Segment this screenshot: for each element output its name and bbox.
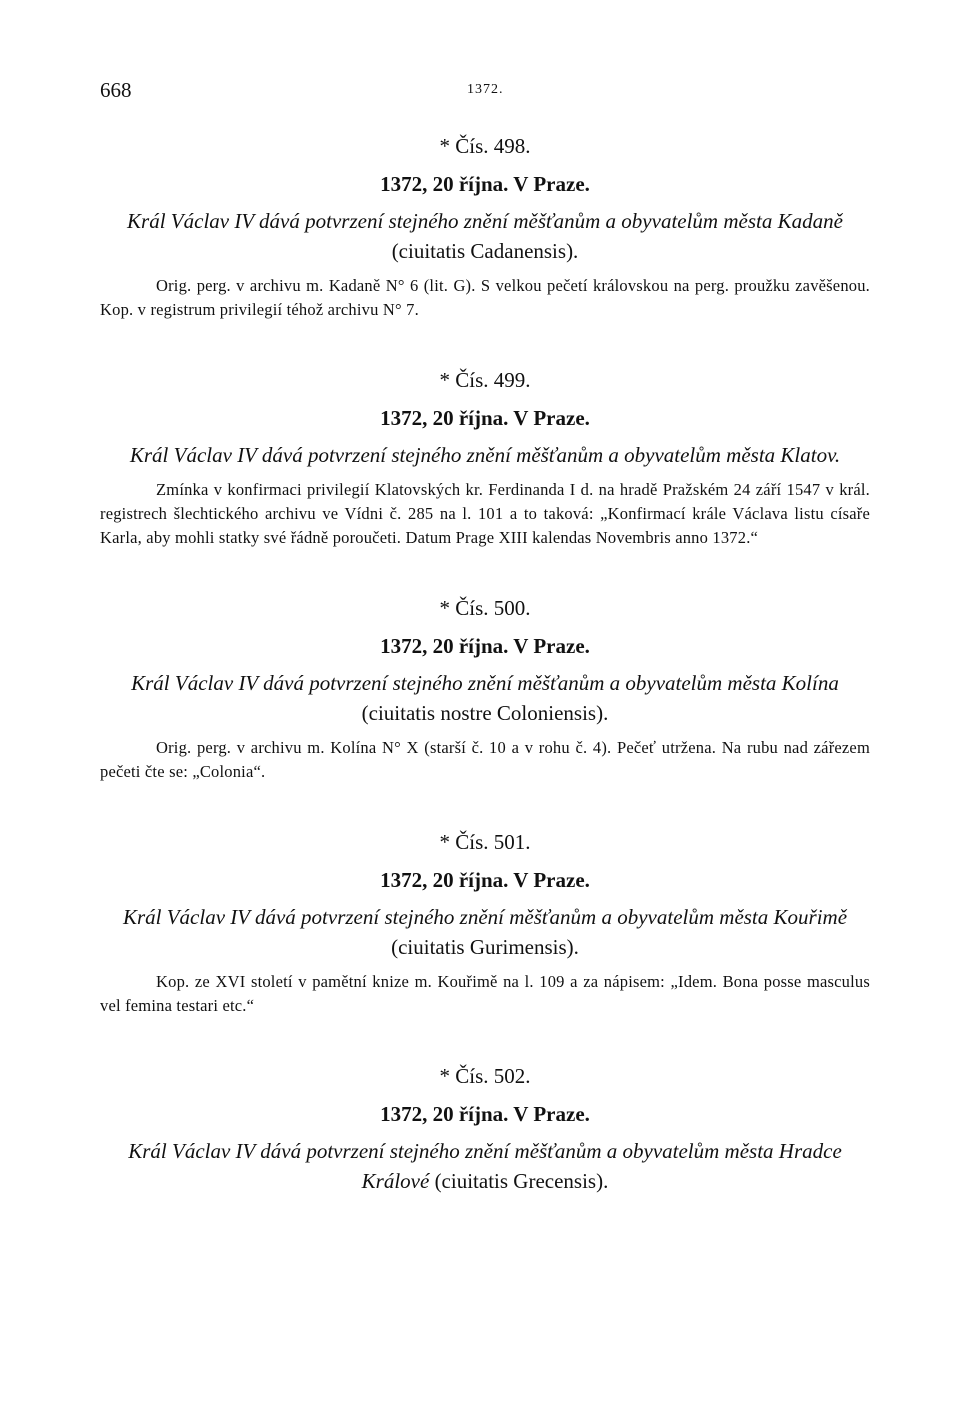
entry-502 (100, 1062, 870, 1196)
entry-regest (100, 440, 870, 470)
page-header (100, 78, 860, 108)
entry-date: 1372, 20 října. V Praze. (380, 1102, 590, 1126)
entry-note: Kop. ze XVI století v pamětní knize m. Kouřimě na l. 109 a za nápisem: „Idem. Bona posse masculus vel femina testari etc.“ (100, 972, 870, 1015)
entry-498 (100, 132, 870, 322)
entry-note: Orig. perg. v archivu m. Kolína N° X (starší č. 10 a v rohu č. 4). Pečeť utržena. Na rubu nad zářezem pečeti čte se: „Colonia“. (100, 738, 870, 781)
running-head-year: 1372. (467, 82, 504, 97)
entry-note: Orig. perg. v archivu m. Kadaně N° 6 (lit. G). S velkou pečetí královskou na perg. proužku zavěšenou. Kop. v registrum privilegií téhož archivu N° 7. (100, 276, 870, 319)
entry-number: * Čís. 502. (439, 1064, 531, 1088)
entry-date: 1372, 20 října. V Praze. (380, 406, 590, 430)
entry-number: * Čís. 501. (439, 830, 531, 854)
entry-500 (100, 594, 870, 784)
page-content (100, 132, 870, 1240)
entry-499 (100, 366, 870, 550)
regest-italic: Král Václav IV dává potvrzení stejného znění měšťanům a obyvatelům města Kadaně (127, 209, 843, 233)
entry-regest (100, 902, 870, 962)
entry-date: 1372, 20 října. V Praze. (380, 868, 590, 892)
entry-note: Zmínka v konfirmaci privilegií Klatovských kr. Ferdinanda I d. na hradě Pražském 24 září 1547 v král. registrech šlechtického archivu ve Vídni č. 285 na l. 101 a to taková: „Konfirmací krále Václava listu císaře Karla, aby mohli statky své řádně poroučeti. Datum Prage XIII kalendas Novembris anno 1372.“ (100, 480, 870, 547)
entry-regest (100, 206, 870, 266)
entry-number: * Čís. 498. (439, 134, 531, 158)
regest-roman: (ciuitatis Gurimensis). (391, 935, 579, 959)
page-number: 668 (100, 78, 132, 102)
regest-roman: (ciuitatis Cadanensis). (391, 239, 579, 263)
entry-date: 1372, 20 října. V Praze. (380, 634, 590, 658)
regest-roman: (ciuitatis nostre Coloniensis). (361, 701, 609, 725)
entry-date: 1372, 20 října. V Praze. (380, 172, 590, 196)
regest-italic: Král Václav IV dává potvrzení stejného znění měšťanům a obyvatelům města Klatov. (129, 443, 841, 467)
entry-regest (100, 668, 870, 728)
entry-number: * Čís. 499. (439, 368, 531, 392)
regest-italic: Král Václav IV dává potvrzení stejného znění měšťanům a obyvatelům města Hradce Králové (128, 1139, 842, 1193)
regest-italic: Král Václav IV dává potvrzení stejného znění měšťanům a obyvatelům města Kouřimě (122, 905, 848, 929)
entry-501 (100, 828, 870, 1018)
regest-roman: (ciuitatis Grecensis). (429, 1169, 609, 1193)
entry-number: * Čís. 500. (439, 596, 531, 620)
entry-regest (100, 1136, 870, 1196)
regest-italic: Král Václav IV dává potvrzení stejného znění měšťanům a obyvatelům města Kolína (131, 671, 839, 695)
